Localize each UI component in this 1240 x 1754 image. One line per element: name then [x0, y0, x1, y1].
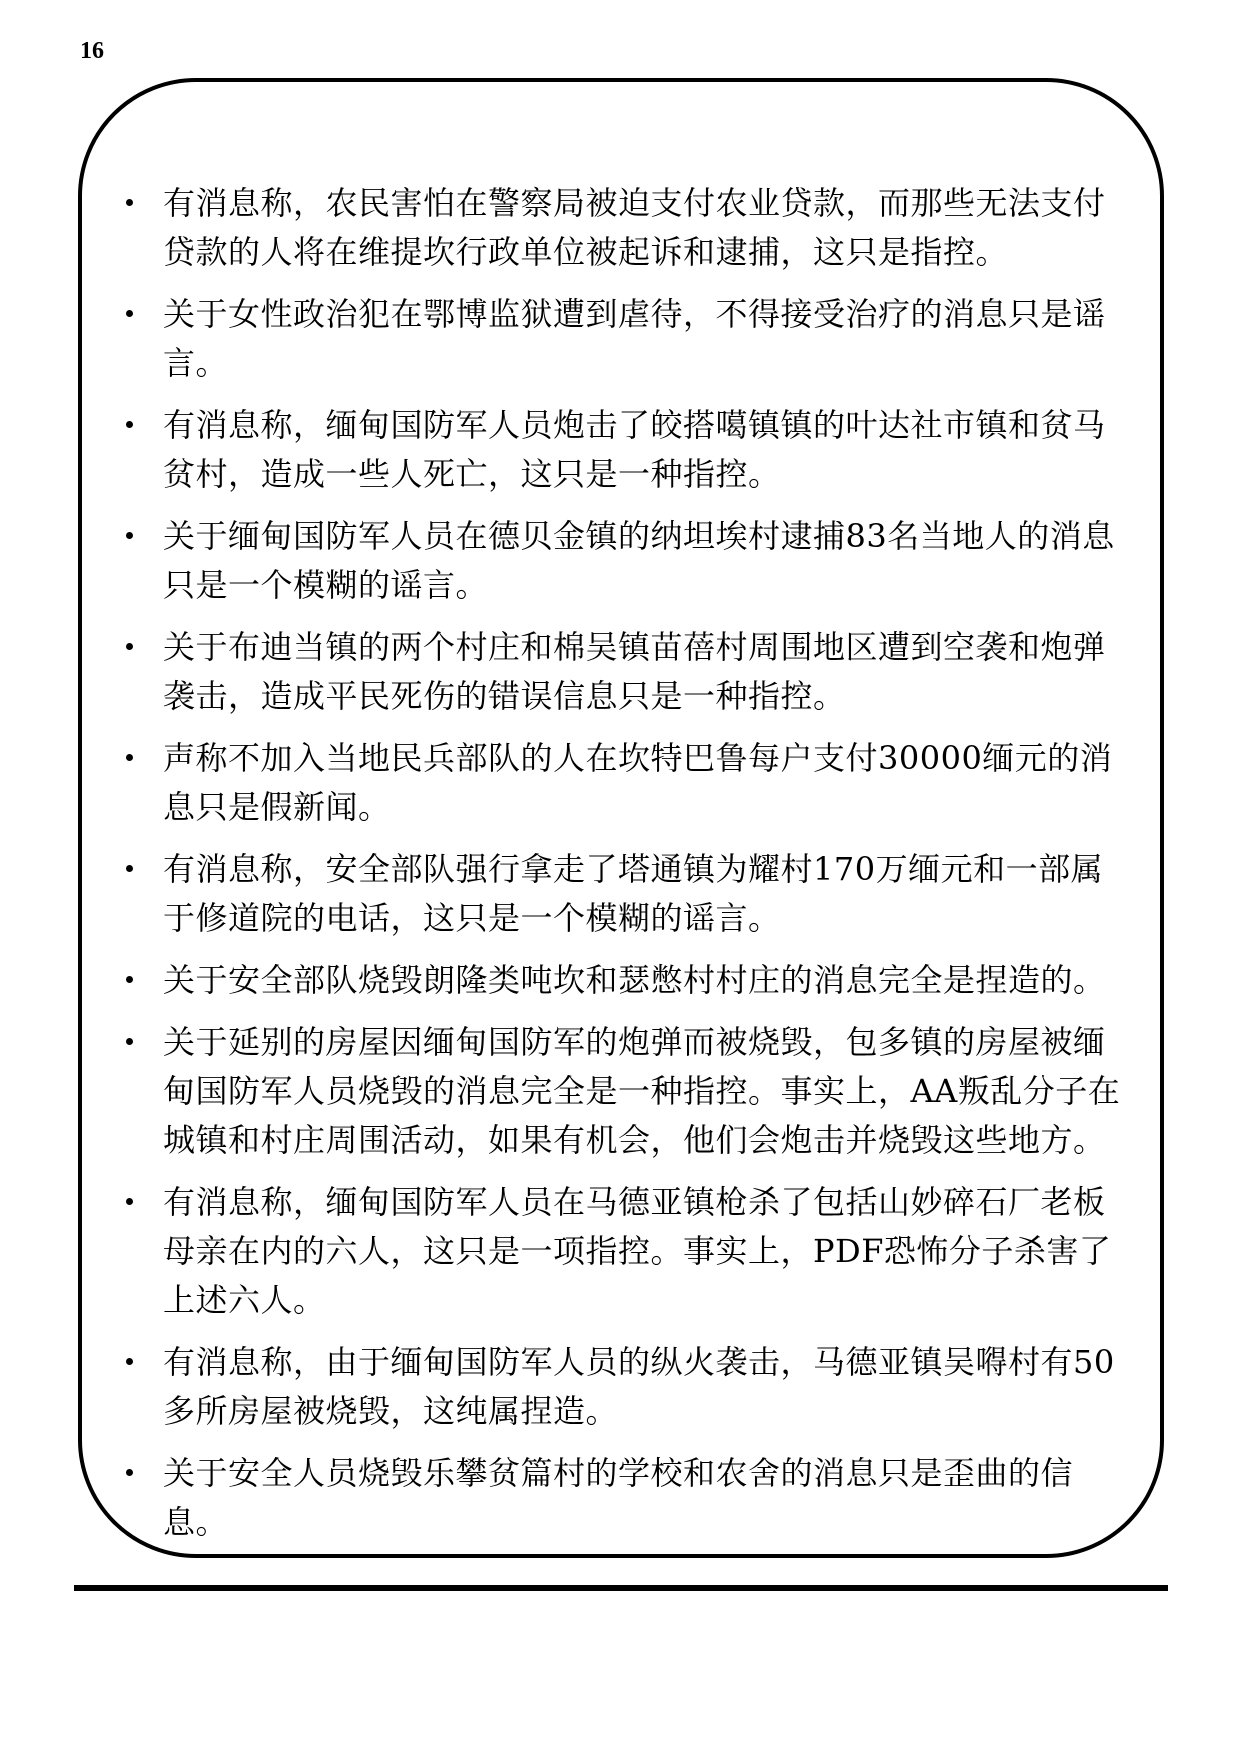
list-item-text: 关于女性政治犯在鄂博监狱遭到虐待，不得接受治疗的消息只是谣言。	[163, 295, 1106, 382]
bullet-icon	[126, 1358, 133, 1365]
bullet-icon	[126, 1469, 133, 1476]
list-item-text: 关于布迪当镇的两个村庄和棉吴镇苗蓓村周围地区遭到空袭和炮弹袭击，造成平民死伤的错误信息只是一种指控。	[163, 628, 1106, 715]
bullet-icon	[126, 754, 133, 761]
bullet-icon	[126, 1038, 133, 1045]
list-item-text: 关于缅甸国防军人员在德贝金镇的纳坦埃村逮捕83名当地人的消息只是一个模糊的谣言。	[163, 517, 1115, 604]
list-item-text: 有消息称，农民害怕在警察局被迫支付农业贷款，而那些无法支付贷款的人将在维提坎行政单位被起诉和逮捕，这只是指控。	[163, 184, 1106, 271]
list-item	[123, 956, 1123, 1005]
list-item-text: 有消息称，缅甸国防军人员炮击了皎搭噶镇镇的叶达社市镇和贫马贫村，造成一些人死亡，这只是一种指控。	[163, 406, 1106, 493]
list-item	[123, 1018, 1123, 1165]
list-item-text: 有消息称，由于缅甸国防军人员的纵火袭击，马德亚镇吴嘚村有50多所房屋被烧毁，这纯属捏造。	[163, 1343, 1115, 1430]
bullet-icon	[126, 1198, 133, 1205]
list-item-text: 关于延别的房屋因缅甸国防军的炮弹而被烧毁，包多镇的房屋被缅甸国防军人员烧毁的消息完全是一种指控。事实上，AA叛乱分子在城镇和村庄周围活动，如果有机会，他们会炮击并烧毁这些地方。	[163, 1023, 1121, 1159]
list-item	[123, 1449, 1123, 1547]
list-item	[123, 512, 1123, 610]
statement-list	[123, 179, 1123, 1560]
list-item	[123, 623, 1123, 721]
bullet-icon	[126, 310, 133, 317]
list-item	[123, 401, 1123, 499]
list-item	[123, 179, 1123, 277]
bullet-icon	[126, 199, 133, 206]
list-item-text: 有消息称，安全部队强行拿走了塔通镇为耀村170万缅元和一部属于修道院的电话，这只是一个模糊的谣言。	[163, 850, 1104, 937]
list-item-text: 声称不加入当地民兵部队的人在坎特巴鲁每户支付30000缅元的消息只是假新闻。	[163, 739, 1113, 826]
list-item-text: 关于安全部队烧毁朗隆类吨坎和瑟憋村村庄的消息完全是捏造的。	[163, 961, 1106, 999]
list-item	[123, 1178, 1123, 1325]
bullet-icon	[126, 865, 133, 872]
bullet-icon	[126, 532, 133, 539]
list-item-text: 关于安全人员烧毁乐攀贫篇村的学校和农舍的消息只是歪曲的信息。	[163, 1454, 1074, 1541]
list-item	[123, 1338, 1123, 1436]
list-item	[123, 845, 1123, 943]
bottom-divider	[74, 1585, 1168, 1591]
bullet-icon	[126, 976, 133, 983]
bullet-icon	[126, 643, 133, 650]
page-number: 16	[80, 38, 104, 64]
bullet-icon	[126, 421, 133, 428]
list-item-text: 有消息称，缅甸国防军人员在马德亚镇枪杀了包括山妙碎石厂老板母亲在内的六人，这只是一项指控。事实上，PDF恐怖分子杀害了上述六人。	[163, 1183, 1112, 1319]
list-item	[123, 734, 1123, 832]
list-item	[123, 290, 1123, 388]
